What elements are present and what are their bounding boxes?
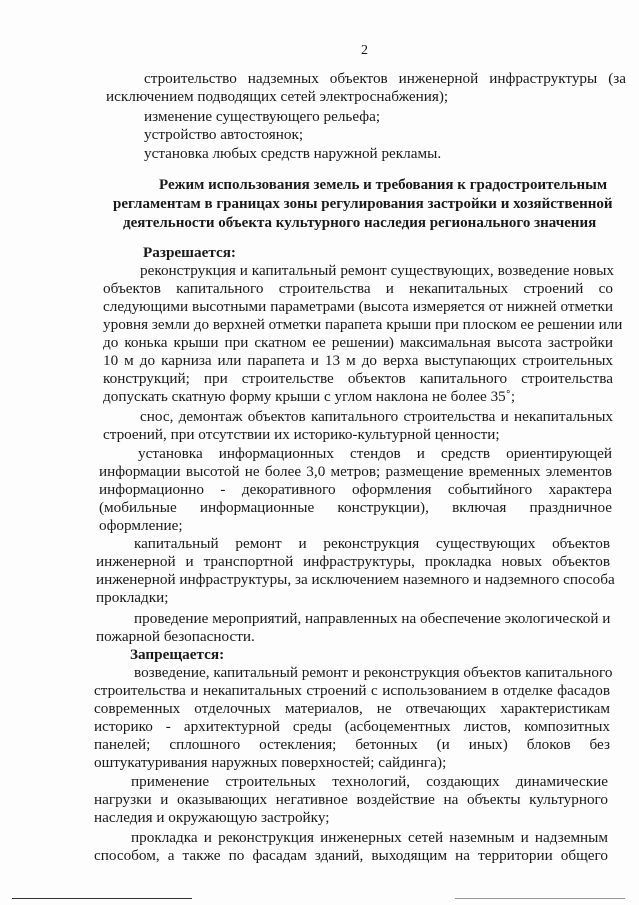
text-line: 10 м до карниза или парапета и 13 м до верха выступающих строительных [103,352,613,369]
text-line: изменение существующего рельефа; [144,108,381,125]
section-heading-line: Режим использования земель и требования к градостроительным [159,177,608,193]
text-line: исключением подводящих сетей электроснабжения); [106,88,449,105]
text-line: проведение мероприятий, направленных на обеспечение экологической и [134,610,611,627]
text-line: строений, при отсутствии их историко-культурной ценности; [103,426,500,443]
text-line: прокладка и реконструкция инженерных сетей наземным и надземным [131,829,608,846]
text-line: строительство надземных объектов инженерной инфраструктуры (за [144,70,626,87]
text-line: историко - архитектурной среды (асбоцементных листов, композитных [94,718,610,735]
text-line: установка информационных стендов и средств ориентирующей [138,445,612,462]
text-line: допускать скатную форму крыши с углом наклона не более 35˚; [103,388,516,405]
text-line: реконструкция и капитальный ремонт существующих, возведение новых [140,262,614,279]
text-line: до конька крыши при скатном ее решении) максимальная высота застройки [103,334,613,351]
scan-edge-line [455,898,625,899]
text-line: возведение, капитальный ремонт и реконструкция объектов капитального [134,664,613,681]
section-heading-line: деятельности объекта культурного наследия регионального значения [123,215,597,231]
text-line: (мобильные информационные конструкции), включая праздничное [99,499,612,516]
text-line: способом, а также по фасадам зданий, выходящим на территории общего [94,847,608,864]
subheading-prohibited: Запрещается: [130,646,225,663]
page-number: 2 [361,43,368,58]
text-line: инженерной и транспортной инфраструктуры, прокладка новых объектов [96,553,610,570]
text-line: современных отделочных материалов, не отвечающих характеристикам [94,700,610,717]
text-line: конструкций; при строительстве объектов капитального строительства [103,370,613,387]
text-line: инженерной инфраструктуры, за исключением наземного и надземного способа [96,571,615,588]
text-line: оштукатуривания наружных поверхностей; сайдинга); [94,754,447,771]
section-heading-line: регламентам в границах зоны регулирования застройки и хозяйственной [113,196,613,212]
text-line: установка любых средств наружной рекламы. [144,145,442,162]
text-line: пожарной безопасности. [96,628,255,645]
text-line: прокладки; [96,589,169,606]
text-line: устройство автостоянок; [144,126,304,143]
text-line: строительства и некапитальных строений с использованием в отделке фасадов [94,682,610,699]
text-line: панелей; сплошного остекления; бетонных (и иных) блоков без [94,736,610,753]
text-line: снос, демонтаж объектов капитального строительства и некапитальных [140,408,613,425]
subheading-allowed: Разрешается: [143,244,236,261]
text-line: следующими высотными параметрами (высота измеряется от нижней отметки [103,298,613,315]
text-line: объектов капитального строительства и некапитальных строений со [103,280,613,297]
scan-edge-line [12,898,192,899]
text-line: оформление; [99,517,183,534]
text-line: капитальный ремонт и реконструкция существующих объектов [134,535,610,552]
text-line: наследия и окружающую застройку; [94,809,330,826]
text-line: нагрузки и оказывающих негативное воздействие на объекты культурного [94,791,608,808]
text-line: применение строительных технологий, создающих динамические [131,773,608,790]
text-line: информации высотой не более 3,0 метров; размещение временных элементов [99,463,612,480]
text-line: информационно - декоративного оформления событийного характера [99,481,612,498]
text-line: уровня земли до верхней отметки парапета крыши при плоском ее решении или [103,316,623,333]
